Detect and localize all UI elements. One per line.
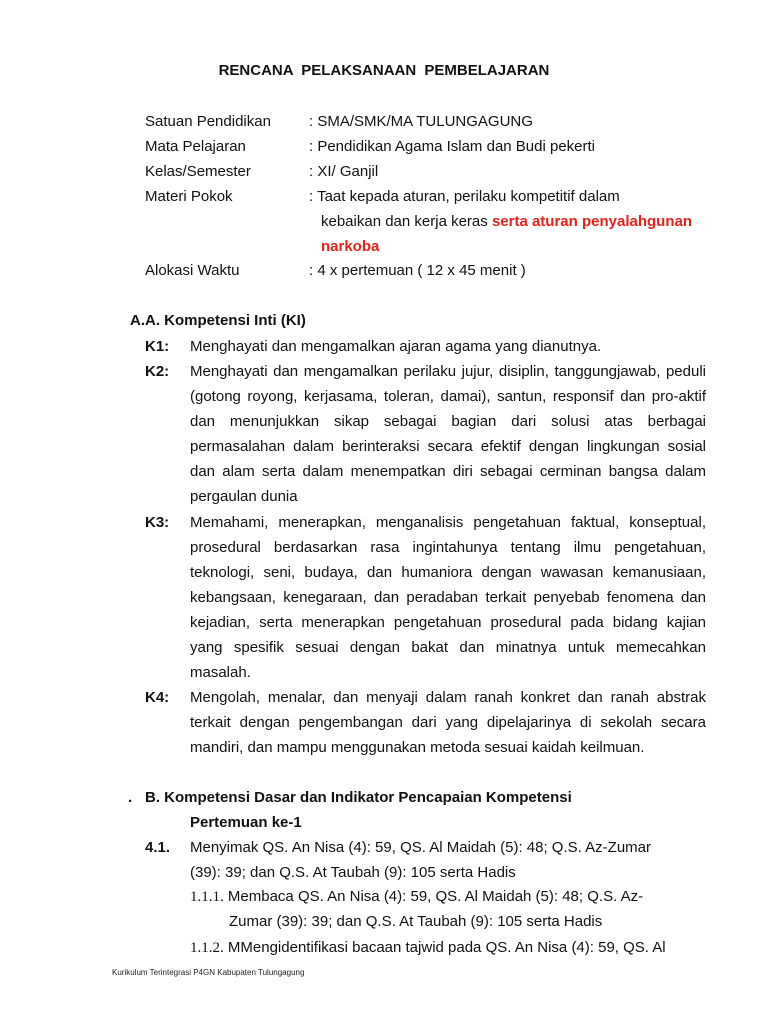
- k2-text: Menghayati dan mengamalkan perilaku jujur, disiplin, tanggungjawab, peduli (gotong royong, kerjasama, toleran, damai), santun, responsif dan pro-aktif dan menunjukkan sikap sebagai bagian dari solusi atas berbagai permasalahan dalam berinteraksi secara efektif dengan lingkungan sosial dan alam serta dalam menempatkan diri sebagai cerminan bangsa dalam pergaulan dunia: [190, 363, 706, 505]
- indicator-112-number: 1.1.2.: [190, 940, 224, 956]
- indicator-111-line1: Membaca QS. An Nisa (4): 59, QS. Al Maidah (5): 48; Q.S. Az-: [223, 888, 644, 905]
- indicator-111-number: 1.1.1.: [190, 889, 224, 905]
- k1-text: Menghayati dan mengamalkan ajaran agama yang dianutnya.: [190, 338, 602, 355]
- indicator-111-line2: Zumar (39): 39; dan Q.S. At Taubah (9): 105 serta Hadis: [229, 913, 603, 930]
- kd41-line1: Menyimak QS. An Nisa (4): 59, QS. Al Maidah (5): 48; Q.S. Az-Zumar: [190, 839, 651, 856]
- kd41-line2: (39): 39; dan Q.S. At Taubah (9): 105 serta Hadis: [190, 864, 516, 881]
- kd-heading: B. Kompetensi Dasar dan Indikator Pencapaian Kompetensi: [145, 789, 572, 806]
- alokasi-label: Alokasi Waktu: [145, 262, 240, 279]
- k3-text: Memahami, menerapkan, menganalisis pengetahuan faktual, konseptual, prosedural berdasarkan rasa ingintahunya tentang ilmu pengetahuan, teknologi, seni, budaya, dan humaniora dengan wawasan kemanusiaan, kebangsaan, kenegaraan, dan peradaban terkait penyebab fenomena dan kejadian, serta menerapkan pengetahuan prosedural pada bidang kajian yang spesifik sesuai dengan bakat dan minatnya untuk memecahkan masalah.: [190, 514, 706, 681]
- k4-text: Mengolah, menalar, dan menyaji dalam ranah konkret dan ranah abstrak terkait dengan pengembangan dari yang dipelajarinya di sekolah secara mandiri, dan mampu menggunakan metoda sesuai kaidah keilmuan.: [190, 689, 706, 756]
- kd41-label: 4.1.: [145, 839, 171, 856]
- materi-label: Materi Pokok: [145, 188, 233, 205]
- page-footer: Kurikulum Terintegrasi P4GN Kabupaten Tulungagung: [112, 968, 305, 977]
- mapel-value: : Pendidikan Agama Islam dan Budi pekerti: [309, 138, 596, 155]
- materi-value-line1: : Taat kepada aturan, perilaku kompetitif dalam: [309, 188, 620, 205]
- satuan-value: : SMA/SMK/MA TULUNGAGUNG: [309, 113, 533, 130]
- kelas-value: : XI/ Ganjil: [309, 163, 379, 180]
- kd-bullet: .: [128, 789, 133, 806]
- materi-value-line2: [321, 213, 692, 230]
- k3-label: K3:: [145, 514, 170, 531]
- materi-line2-plain: kebaikan dan kerja keras: [321, 213, 492, 230]
- indicator-111: [190, 888, 643, 906]
- k2-label: K2:: [145, 363, 170, 380]
- ki-heading: A.A. Kompetensi Inti (KI): [130, 312, 306, 329]
- document-title: RENCANA PELAKSANAAN PEMBELAJARAN: [218, 62, 550, 79]
- materi-line2-highlight: serta aturan penyalahgunan: [491, 213, 692, 230]
- indicator-112: [190, 939, 666, 957]
- materi-line3-highlight: narkoba: [321, 238, 380, 255]
- alokasi-value: : 4 x pertemuan ( 12 x 45 menit ): [309, 262, 526, 279]
- indicator-112-line1: MMengidentifikasi bacaan tajwid pada QS. An Nisa (4): 59, QS. Al: [223, 939, 666, 956]
- mapel-label: Mata Pelajaran: [145, 138, 246, 155]
- k4-label: K4:: [145, 689, 170, 706]
- meeting-label: Pertemuan ke-1: [190, 814, 302, 831]
- k1-label: K1:: [145, 338, 170, 355]
- kelas-label: Kelas/Semester: [145, 163, 251, 180]
- satuan-label: Satuan Pendidikan: [145, 113, 271, 130]
